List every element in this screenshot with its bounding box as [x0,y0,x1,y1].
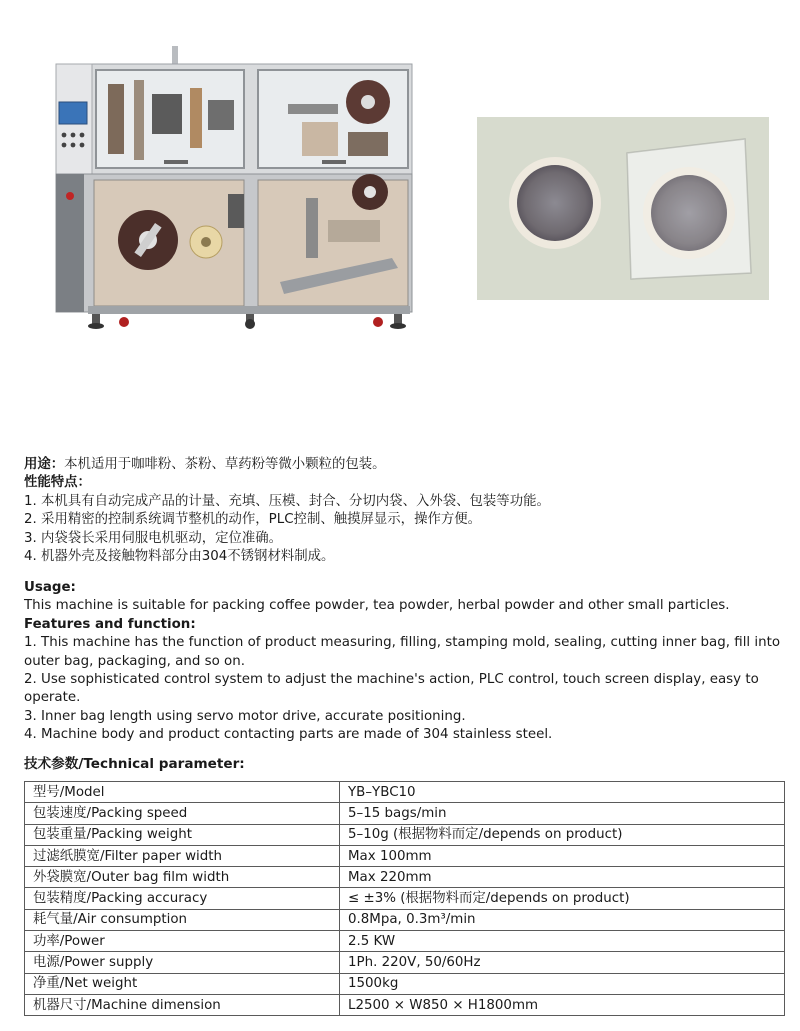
table-row [25,845,785,866]
features-cn-item: 3. 内袋袋长采用伺服电机驱动，定位准确。 [24,530,283,546]
table-row [25,782,785,803]
technical-heading: 技术参数/Technical parameter: [24,756,245,772]
table-row [25,867,785,888]
param-key: 电源/Power supply [25,952,340,973]
features-en-title: Features and function: [24,616,196,632]
param-key: 机器尺寸/Machine dimension [25,994,340,1015]
param-key: 型号/Model [25,782,340,803]
product-photo [477,117,769,300]
param-value: 1500kg [340,973,785,994]
table-row [25,931,785,952]
param-key: 净重/Net weight [25,973,340,994]
features-cn-item: 1. 本机具有自动完成产品的计量、充填、压模、封合、分切内袋、入外袋、包装等功能。 [24,493,550,509]
param-value: YB–YBC10 [340,782,785,803]
param-value: 2.5 KW [340,931,785,952]
param-key: 外袋膜宽/Outer bag film width [25,867,340,888]
param-value: 5–10g (根据物料而定/depends on product) [340,824,785,845]
table-row [25,973,785,994]
usage-cn-label: 用途： [24,457,65,472]
table-row [25,994,785,1015]
table-row [25,909,785,930]
param-value: L2500 × W850 × H1800mm [340,994,785,1015]
machine-photo [48,44,414,334]
english-description [24,579,784,745]
param-key: 过滤纸膜宽/Filter paper width [25,845,340,866]
param-key: 耗气量/Air consumption [25,909,340,930]
features-cn-item: 4. 机器外壳及接触物料部分由304不锈钢材料制成。 [24,549,335,565]
param-key: 包装速度/Packing speed [25,803,340,824]
usage-cn [24,456,784,474]
technical-table [24,781,785,1016]
table-row [25,888,785,909]
param-value: 5–15 bags/min [340,803,785,824]
table-row [25,803,785,824]
param-value: ≤ ±3% (根据物料而定/depends on product) [340,888,785,909]
param-value: 0.8Mpa, 0.3m³/min [340,909,785,930]
features-en-item: 4. Machine body and product contacting parts are made of 304 stainless steel. [24,727,553,743]
param-key: 包装精度/Packing accuracy [25,888,340,909]
table-row [25,952,785,973]
features-en-item: 3. Inner bag length using servo motor drive, accurate positioning. [24,708,466,724]
features-en-item: 2. Use sophisticated control system to adjust the machine's action, PLC control, touch screen display, easy to operate. [24,672,759,706]
param-value: Max 220mm [340,867,785,888]
usage-cn-text: 本机适用于咖啡粉、茶粉、草药粉等微小颗粒的包装。 [64,457,386,472]
features-en-item: 1. This machine has the function of product measuring, filling, stamping mold, sealing, cutting inner bag, fill into outer bag, packaging, and so on. [24,635,781,669]
param-value: Max 100mm [340,845,785,866]
features-cn-item: 2. 采用精密的控制系统调节整机的动作，PLC控制、触摸屏显示，操作方便。 [24,512,482,528]
chinese-description [24,456,784,566]
table-row [25,824,785,845]
param-key: 包装重量/Packing weight [25,824,340,845]
usage-en-text: This machine is suitable for packing coffee powder, tea powder, herbal powder and other small particles. [24,598,730,614]
usage-en-title: Usage: [24,580,76,595]
param-key: 功率/Power [25,931,340,952]
param-value: 1Ph. 220V, 50/60Hz [340,952,785,973]
features-cn-title: 性能特点： [24,475,91,491]
